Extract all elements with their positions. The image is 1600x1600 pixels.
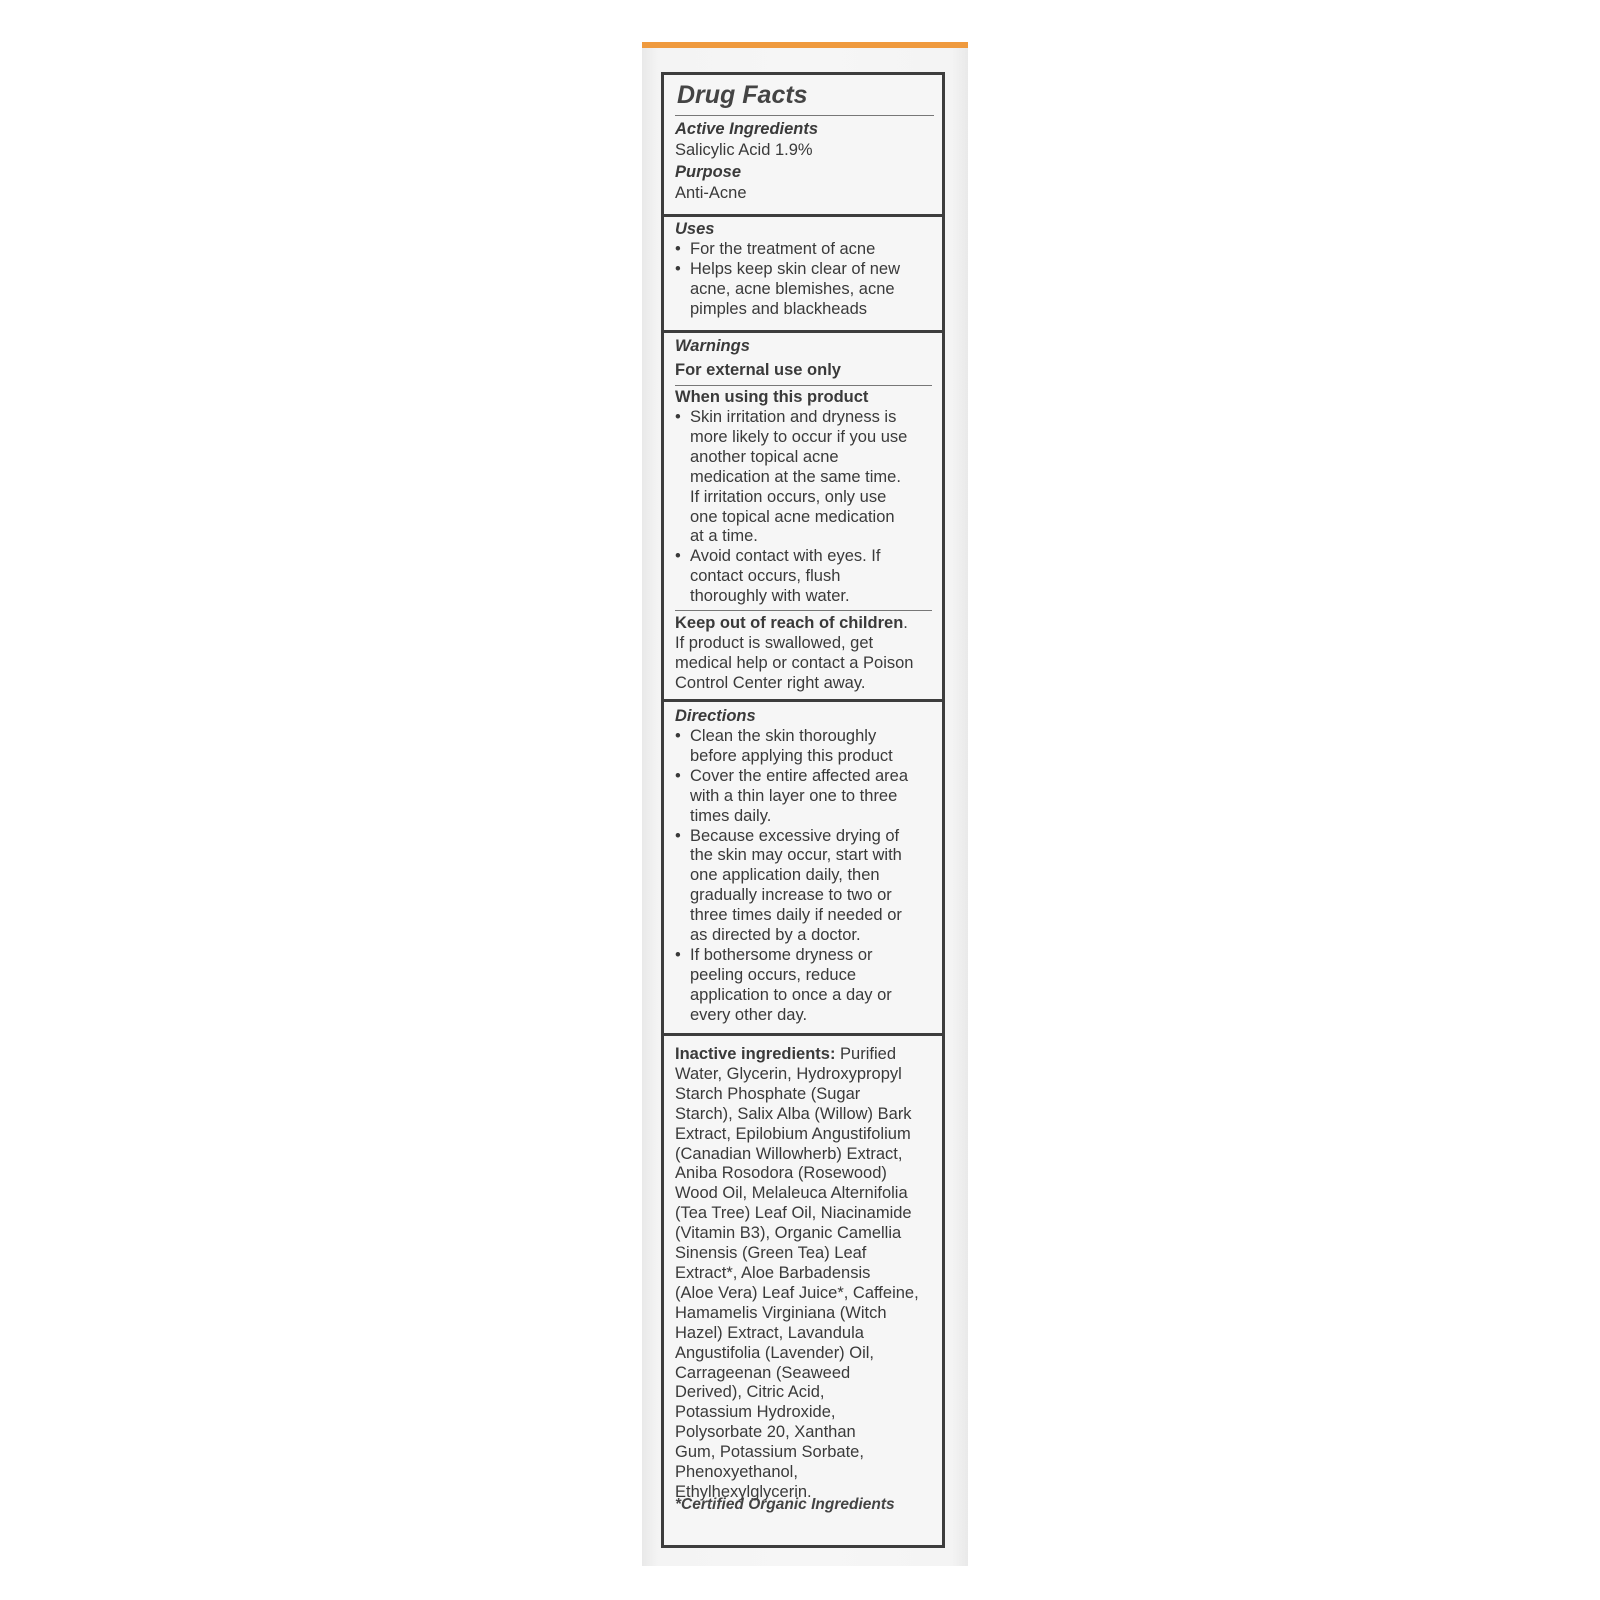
direction-item-line: before applying this product xyxy=(690,746,893,765)
inactive-ingredients-line: Water, Glycerin, Hydroxypropyl xyxy=(675,1064,902,1083)
uses-item xyxy=(675,240,900,260)
inactive-ingredients-line: Derived), Citric Acid, xyxy=(675,1383,825,1402)
warning-item-line: more likely to occur if you use xyxy=(690,427,908,446)
inactive-ingredients-line: Phenoxyethanol, xyxy=(675,1463,798,1482)
purpose-heading: Purpose xyxy=(675,163,742,181)
warning-item-line: another topical acne xyxy=(690,447,839,466)
direction-item-line: three times daily if needed or xyxy=(690,906,902,925)
section-divider xyxy=(664,214,942,217)
inactive-ingredients-line: (Tea Tree) Leaf Oil, Niacinamide xyxy=(675,1204,912,1223)
inactive-ingredients-line: Sinensis (Green Tea) Leaf xyxy=(675,1244,867,1263)
uses-list xyxy=(675,240,900,320)
inactive-ingredients-line: Starch Phosphate (Sugar xyxy=(675,1084,861,1103)
warnings-rule xyxy=(675,385,932,386)
uses-item-line: • Helps keep skin clear of new xyxy=(690,259,901,278)
direction-item-line: gradually increase to two or xyxy=(690,886,892,905)
directions-heading: Directions xyxy=(675,707,756,725)
warning-item-line: If irritation occurs, only use xyxy=(690,487,887,506)
direction-item-line: • If bothersome dryness or xyxy=(690,945,873,964)
direction-item-line: • Cover the entire affected area xyxy=(690,766,908,785)
direction-item-line: every other day. xyxy=(690,1005,808,1024)
direction-item-line: as directed by a doctor. xyxy=(690,926,861,945)
keep-out-text xyxy=(675,634,933,694)
keep-out-line: Control Center right away. xyxy=(675,673,866,692)
drug-facts-title: Drug Facts xyxy=(677,81,808,109)
warning-item-line: • Avoid contact with eyes. If xyxy=(690,547,881,566)
inactive-ingredients-line: Gum, Potassium Sorbate, xyxy=(675,1443,864,1462)
warning-item xyxy=(675,547,907,607)
inactive-first-line: Purified xyxy=(835,1045,896,1063)
inactive-ingredients-label: Inactive ingredients: xyxy=(675,1045,836,1063)
inactive-ingredients-line: (Canadian Willowherb) Extract, xyxy=(675,1144,903,1163)
uses-item-line: • For the treatment of acne xyxy=(690,240,876,258)
uses-item-line: acne, acne blemishes, acne xyxy=(690,279,895,298)
direction-item-line: with a thin layer one to three xyxy=(690,786,898,805)
direction-item-line: application to once a day or xyxy=(690,985,892,1004)
direction-item xyxy=(675,727,908,767)
section-divider xyxy=(664,699,942,702)
direction-item-line: one application daily, then xyxy=(690,866,880,885)
keep-out-line: If product is swallowed, get xyxy=(675,634,874,652)
uses-item-line: pimples and blackheads xyxy=(690,299,868,318)
title-underline xyxy=(675,115,934,116)
direction-item-line: • Clean the skin thoroughly xyxy=(690,727,877,745)
direction-item-line: peeling occurs, reduce xyxy=(690,965,857,984)
drug-facts-panel xyxy=(661,72,945,1548)
warnings-heading: Warnings xyxy=(675,337,750,355)
purpose-value: Anti-Acne xyxy=(675,184,747,202)
direction-item xyxy=(675,827,908,946)
inactive-ingredients-line: Aniba Rosodora (Rosewood) xyxy=(675,1164,887,1183)
warning-item-line: at a time. xyxy=(690,527,758,546)
inactive-ingredients-line: Carrageenan (Seaweed xyxy=(675,1363,851,1382)
inactive-ingredients-text xyxy=(675,1045,933,1503)
inactive-ingredients-line: Starch), Salix Alba (Willow) Bark xyxy=(675,1104,912,1123)
inactive-ingredients-line: Wood Oil, Melaleuca Alternifolia xyxy=(675,1184,908,1203)
keep-out-line xyxy=(675,614,908,634)
inactive-ingredients-line: Potassium Hydroxide, xyxy=(675,1403,836,1422)
keep-out-heading: Keep out of reach of children xyxy=(675,614,904,632)
section-divider xyxy=(664,330,942,333)
direction-item xyxy=(675,946,908,1026)
when-using-heading: When using this product xyxy=(675,388,869,406)
section-divider xyxy=(664,1033,942,1036)
inactive-ingredients-line: (Aloe Vera) Leaf Juice*, Caffeine, xyxy=(675,1283,919,1302)
inactive-ingredients-line: Polysorbate 20, Xanthan xyxy=(675,1423,856,1442)
direction-item-line: the skin may occur, start with xyxy=(690,846,902,865)
organic-footnote: *Certified Organic Ingredients xyxy=(675,1496,895,1513)
direction-item-line: • Because excessive drying of xyxy=(690,826,900,845)
warning-item-line: one topical acne medication xyxy=(690,507,895,526)
active-ingredients-heading: Active Ingredients xyxy=(675,120,819,138)
keep-out-period: . xyxy=(903,614,908,632)
warning-item-line: contact occurs, flush xyxy=(690,567,841,586)
inactive-ingredients-line: Hamamelis Virginiana (Witch xyxy=(675,1303,887,1322)
warnings-rule xyxy=(675,610,932,611)
warning-item-line: • Skin irritation and dryness is xyxy=(690,408,897,426)
inactive-ingredients-line: Ethylhexylglycerin. xyxy=(675,1482,812,1501)
inactive-ingredients-line: Extract, Epilobium Angustifolium xyxy=(675,1124,911,1143)
warnings-list xyxy=(675,408,907,607)
inactive-ingredients-line: (Vitamin B3), Organic Camellia xyxy=(675,1224,902,1243)
external-use-text: For external use only xyxy=(675,361,841,379)
uses-heading: Uses xyxy=(675,220,715,238)
active-ingredient-value: Salicylic Acid 1.9% xyxy=(675,141,813,159)
inactive-ingredients-line: Extract*, Aloe Barbadensis xyxy=(675,1263,871,1282)
direction-item-line: times daily. xyxy=(690,806,772,825)
inactive-ingredients-line: Hazel) Extract, Lavandula xyxy=(675,1323,864,1342)
warning-item-line: thoroughly with water. xyxy=(690,587,850,606)
direction-item xyxy=(675,767,908,827)
directions-list xyxy=(675,727,908,1026)
inactive-ingredients-line: Angustifolia (Lavender) Oil, xyxy=(675,1343,875,1362)
warning-item-line: medication at the same time. xyxy=(690,467,901,486)
keep-out-line: medical help or contact a Poison xyxy=(675,653,914,672)
warning-item xyxy=(675,408,907,547)
uses-item xyxy=(675,260,900,320)
